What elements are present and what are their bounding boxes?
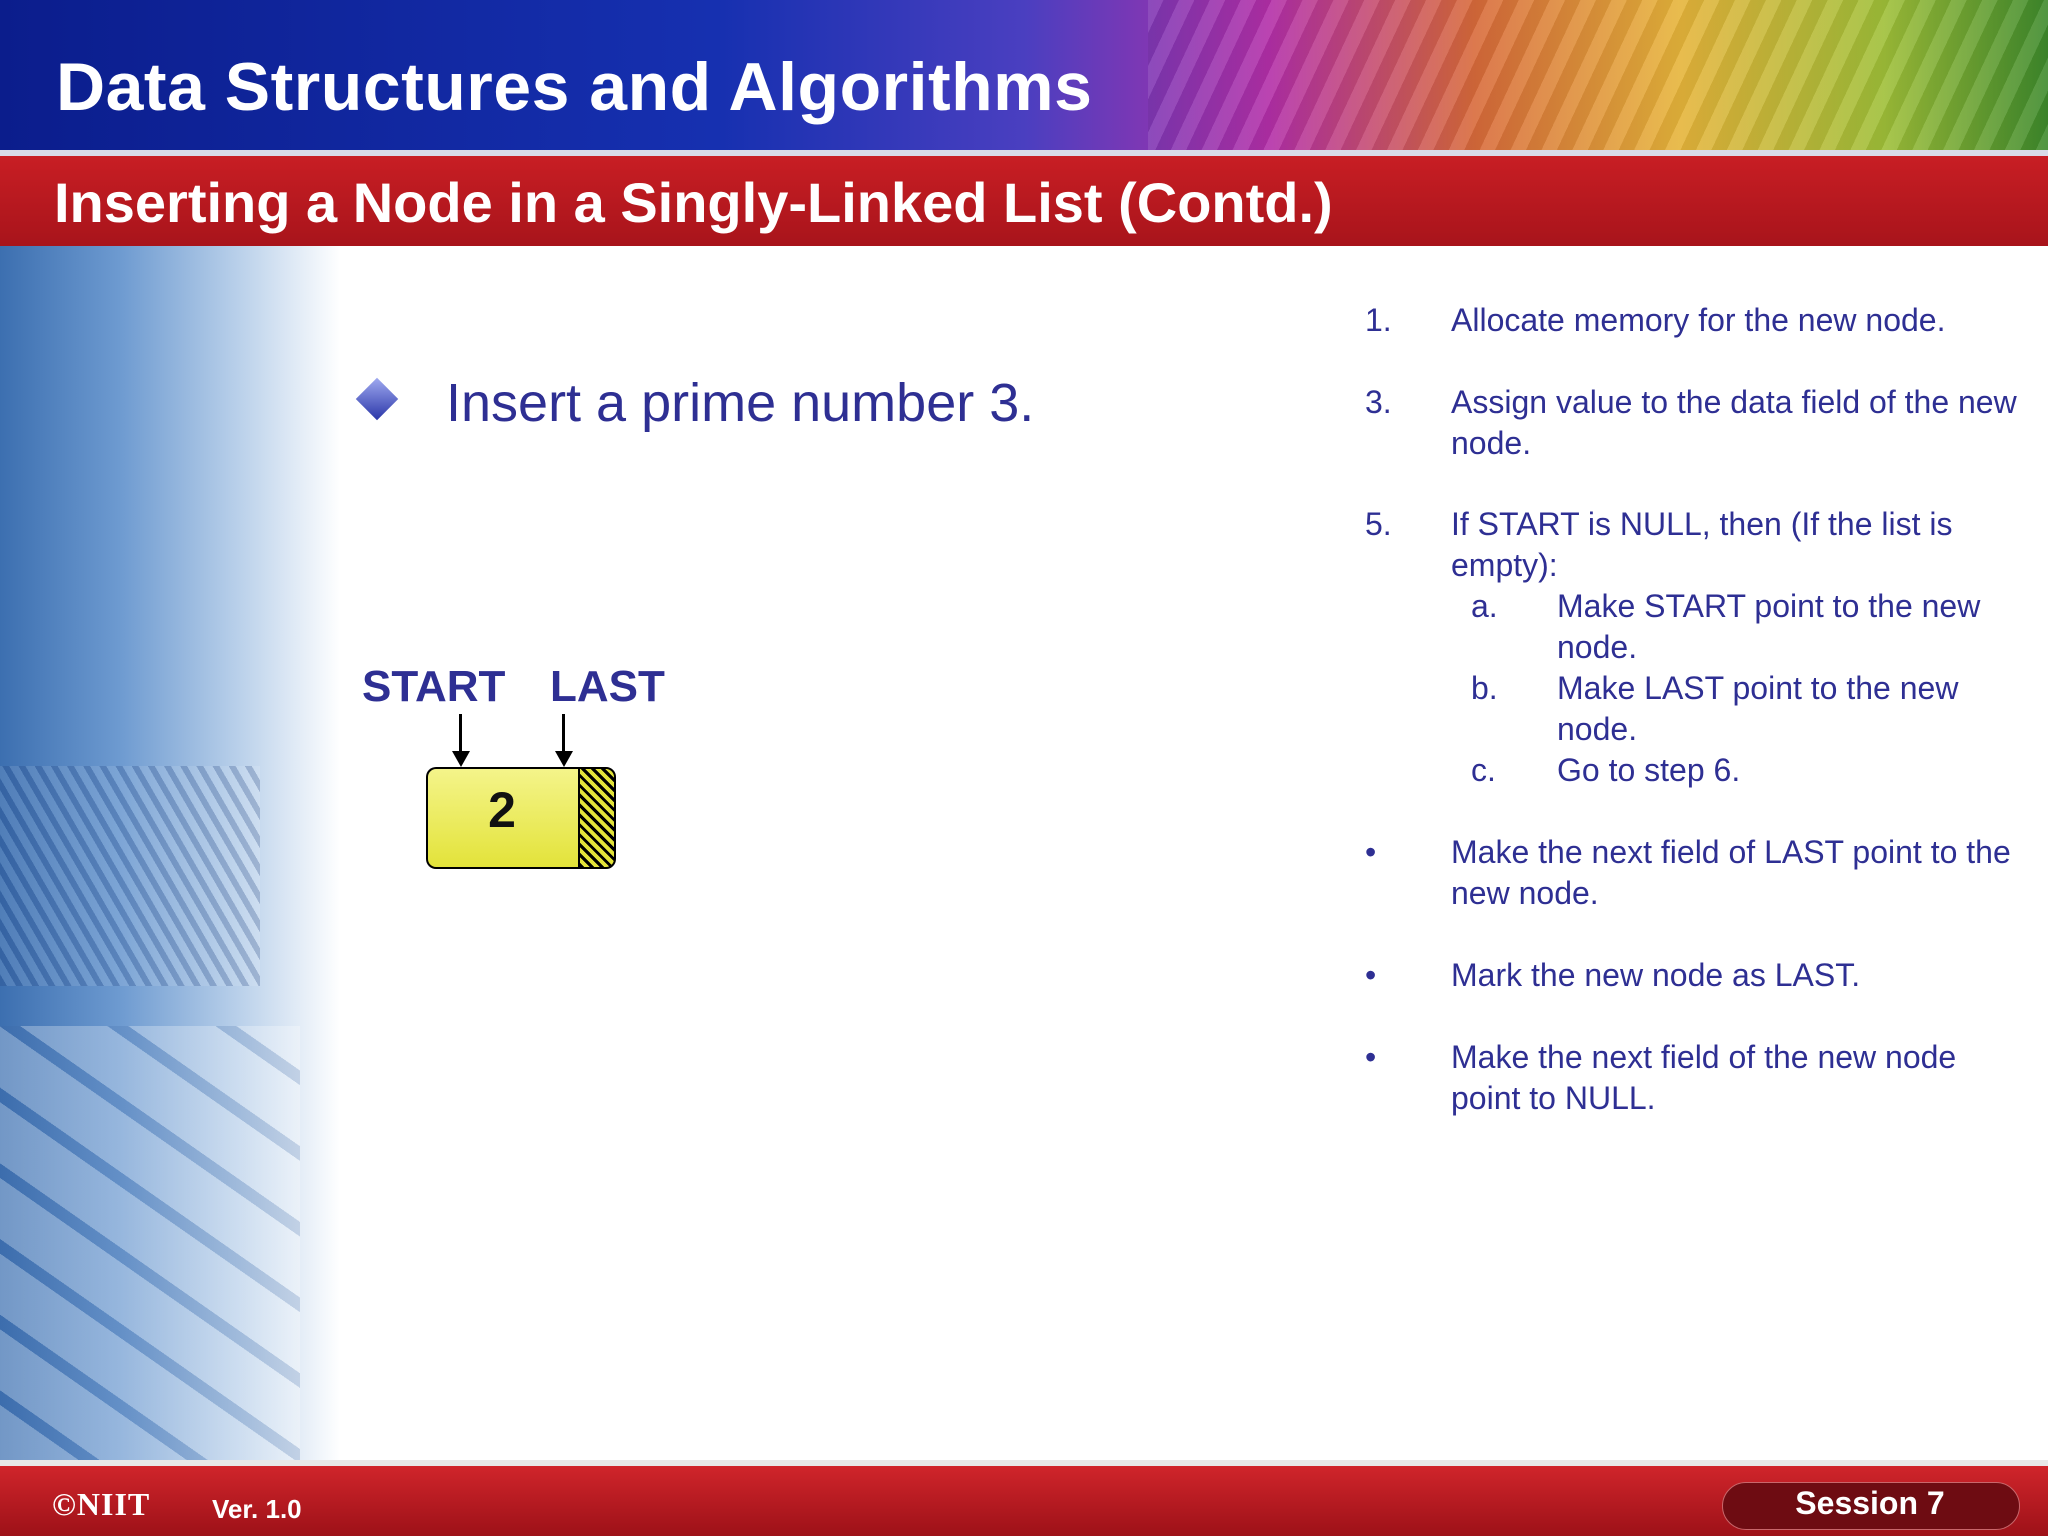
node-next-field	[578, 767, 616, 869]
keyboard-image	[0, 1026, 300, 1466]
last-arrow-line	[562, 714, 565, 752]
substep-letter: a.	[1471, 588, 1498, 624]
substep-letter: c.	[1471, 752, 1496, 788]
version-label: Ver. 1.0	[212, 1494, 302, 1524]
substep-letter: b.	[1471, 670, 1498, 706]
substep-text: Make START point to the new node.	[1557, 588, 1981, 665]
last-pointer-label: LAST	[550, 662, 665, 711]
substep-text: Go to step 6.	[1557, 752, 1741, 788]
header-photo-collage	[1148, 0, 2048, 150]
step-number: 1.	[1365, 302, 1392, 338]
diamond-bullet-icon	[356, 378, 398, 420]
step-bullet: •	[1365, 1039, 1377, 1075]
left-decorative-panel	[0, 246, 340, 1466]
step-text: Mark the new node as LAST.	[1451, 957, 1861, 993]
circuit-board-image	[0, 766, 260, 986]
step-number: 5.	[1365, 506, 1392, 542]
niit-logo: ©NIIT	[52, 1486, 151, 1522]
last-arrowhead-icon	[555, 751, 573, 767]
session-label: Session 7	[1795, 1485, 1945, 1521]
start-arrow-line	[459, 714, 462, 752]
step-text: If START is NULL, then (If the list is empty):	[1451, 506, 1953, 583]
step-text: Make the next field of LAST point to the new node.	[1451, 834, 2011, 911]
step-bullet: •	[1365, 957, 1377, 993]
course-title: Data Structures and Algorithms	[56, 49, 1093, 125]
step-bullet: •	[1365, 834, 1377, 870]
step-text: Assign value to the data field of the new node.	[1451, 384, 2017, 461]
step-text: Allocate memory for the new node.	[1451, 302, 1946, 338]
start-pointer-label: START	[362, 662, 506, 711]
node-value: 2	[488, 782, 516, 838]
step-number: 3.	[1365, 384, 1392, 420]
slide-title: Inserting a Node in a Singly-Linked List (Contd.)	[54, 171, 1333, 234]
list-node	[426, 767, 614, 869]
start-arrowhead-icon	[452, 751, 470, 767]
step-text: Make the next field of the new node point to NULL.	[1451, 1039, 1957, 1116]
bullet-text: Insert a prime number 3.	[446, 373, 1035, 433]
substep-text: Make LAST point to the new node.	[1557, 670, 1959, 747]
